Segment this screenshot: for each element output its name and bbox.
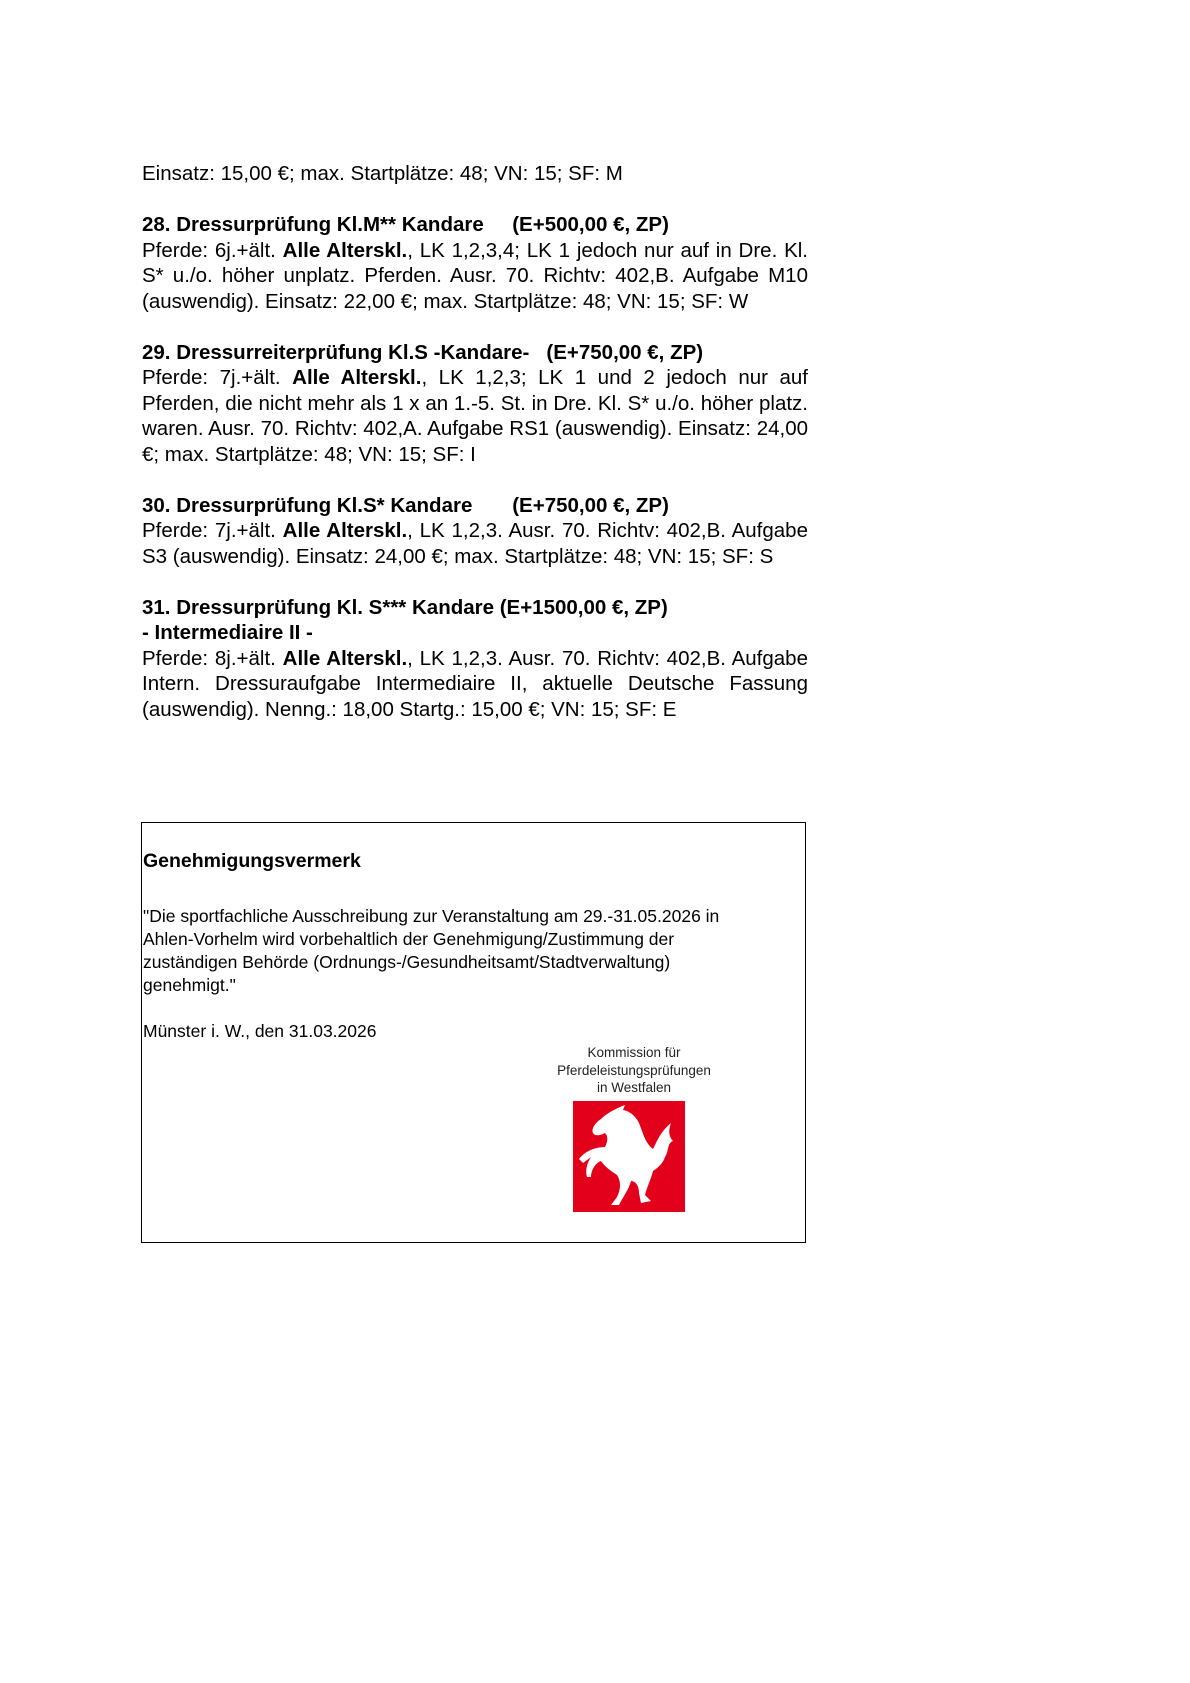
logo-text-line: Pferdeleistungsprüfungen <box>557 1062 711 1078</box>
details-rest: , LK 1,2,3; LK 1 und 2 jedoch nur auf Pferden, die nicht mehr als 1 x an 1.-5. St. in Dre. Kl. S* u./o. höher platz. waren. Ausr. 70. Richtv: 402,A. Aufgabe RS1 (auswendig). Einsatz: 24,00 €; max. Startplätze: 48; VN: 15; SF: I <box>142 366 808 466</box>
details-prefix: Pferde: 7j.+ält. <box>142 519 283 542</box>
details-prefix: Pferde: 6j.+ält. <box>142 238 283 262</box>
details-rest: , LK 1,2,3,4; LK 1 jedoch nur auf in Dre. Kl. S* u./o. höher unplatz. Pferden. Ausr. 70. Richtv: 402,B. Aufgabe M10 (auswendig). Einsatz: 22,00 €; max. Startplätze: 48; VN: 15; SF: W <box>142 238 808 313</box>
competition-details <box>142 365 808 467</box>
details-rest: , LK 1,2,3. Ausr. 70. Richtv: 402,B. Aufgabe Intern. Dressuraufgabe Intermediaire II, aktuelle Deutsche Fassung (auswendig). Nenng.: 18,00 Startg.: 15,00 €; VN: 15; SF: E <box>142 646 808 721</box>
age-class: Alle Alterskl. <box>282 519 408 542</box>
document-body <box>142 161 808 722</box>
logo-text-line: in Westfalen <box>596 1080 672 1095</box>
age-class: Alle Alterskl. <box>292 366 422 389</box>
age-class: Alle Alterskl. <box>282 646 408 670</box>
details-prefix: Pferde: 7j.+ält. <box>142 366 293 389</box>
competition-heading: 28. Dressurprüfung Kl.M** Kandare (E+500,00 €, ZP) <box>142 213 669 236</box>
approval-place-date: Münster i. W., den 31.03.2026 <box>143 1021 377 1041</box>
horse-silhouette <box>573 1101 685 1212</box>
approval-text-line: Ahlen-Vorhelm wird vorbehaltlich der Genehmigung/Zustimmung der <box>143 929 675 949</box>
commission-logo <box>544 1044 724 1212</box>
approval-text <box>143 905 793 997</box>
approval-title: Genehmigungsvermerk <box>143 850 361 872</box>
intro-line: Einsatz: 15,00 €; max. Startplätze: 48; VN: 15; SF: M <box>142 162 623 185</box>
logo-text-line: Kommission für <box>587 1045 681 1060</box>
approval-text-line: zuständigen Behörde (Ordnungs-/Gesundheitsamt/Stadtverwaltung) <box>143 952 671 972</box>
age-class: Alle Alterskl. <box>282 238 408 262</box>
competition-details <box>142 646 808 723</box>
westphalian-horse-icon <box>573 1101 685 1212</box>
competition-28 <box>142 212 808 314</box>
competition-29 <box>142 340 808 468</box>
competition-heading: 31. Dressurprüfung Kl. S*** Kandare (E+1500,00 €, ZP) <box>142 595 668 619</box>
competition-heading: 29. Dressurreiterprüfung Kl.S -Kandare- (E+750,00 €, ZP) <box>142 340 704 364</box>
competition-details <box>142 238 808 315</box>
competition-heading: 30. Dressurprüfung Kl.S* Kandare (E+750,00 €, ZP) <box>142 493 669 517</box>
details-rest: , LK 1,2,3. Ausr. 70. Richtv: 402,B. Aufgabe S3 (auswendig). Einsatz: 24,00 €; max. Startplätze: 48; VN: 15; SF: S <box>142 519 808 568</box>
competition-30 <box>142 493 808 570</box>
competition-31 <box>142 595 808 723</box>
approval-text-line: "Die sportfachliche Ausschreibung zur Veranstaltung am 29.-31.05.2026 in <box>143 906 720 926</box>
approval-text-line: genehmigt." <box>143 975 236 995</box>
approval-box <box>141 822 806 1243</box>
competition-details <box>142 518 808 569</box>
competition-subheading: - Intermediaire II - <box>142 621 313 644</box>
details-prefix: Pferde: 8j.+ält. <box>142 646 283 670</box>
